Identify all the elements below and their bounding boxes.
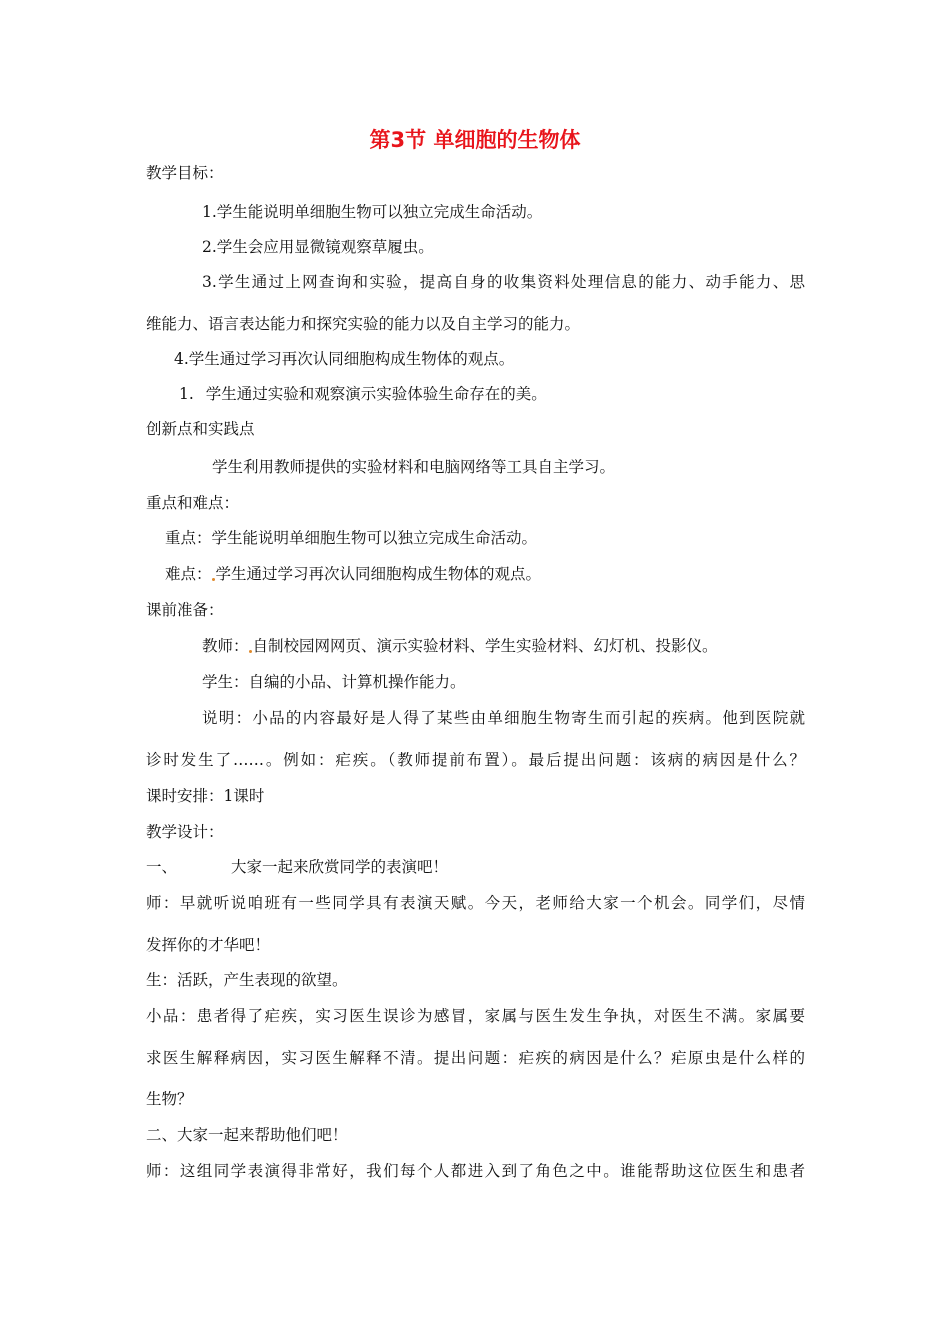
innovation-text: 学生利用教师提供的实验材料和电脑网络等工具自主学习。 xyxy=(212,458,616,476)
section-1-heading xyxy=(146,857,448,877)
difficult-point-label: 难点： xyxy=(165,565,212,583)
prep-note-line1: 说明：小品的内容最好是人得了某些由单细胞生物寄生而引起的疾病。他到医院就 xyxy=(202,709,805,727)
goals-heading: 教学目标： xyxy=(146,164,224,182)
section-1-title: 大家一起来欣赏同学的表演吧！ xyxy=(231,858,449,876)
key-point xyxy=(165,528,537,548)
section-1-number: 一、 xyxy=(146,858,178,876)
prep-heading: 课前准备： xyxy=(146,601,224,619)
innovation-heading: 创新点和实践点 xyxy=(146,420,255,438)
goal-5-text: 学生通过实验和观察演示实验体验生命存在的美。 xyxy=(205,385,547,403)
schedule: 课时安排：1课时 xyxy=(146,787,265,805)
skit-line-1: 小品：患者得了疟疾，实习医生误诊为感冒，家属与医生发生争执，对医生不满。家属要 xyxy=(146,1007,805,1025)
key-point-text: 学生能说明单细胞生物可以独立完成生命活动。 xyxy=(211,529,538,547)
mark-dot xyxy=(249,650,252,653)
page-title: 第3节 单细胞的生物体 xyxy=(369,128,581,152)
prep-note-line2: 诊时发生了……。例如：疟疾。（教师提前布置）。最后提出问题：该病的病因是什么？ xyxy=(146,751,805,769)
difficult-point xyxy=(165,564,541,584)
goal-1: 1.学生能说明单细胞生物可以独立完成生命活动。 xyxy=(202,203,543,221)
teacher-line-2: 发挥你的才华吧！ xyxy=(146,936,271,954)
skit-line-2: 求医生解释病因，实习医生解释不清。提出问题：疟疾的病因是什么？疟原虫是什么样的 xyxy=(146,1049,805,1067)
prep-teacher-text: 自制校园网网页、演示实验材料、学生实验材料、幻灯机、投影仪。 xyxy=(252,637,718,655)
goal-5-number: 1. xyxy=(179,385,194,403)
goal-3-line2: 维能力、语言表达能力和探究实验的能力以及自主学习的能力。 xyxy=(146,315,581,333)
goal-5 xyxy=(179,384,547,404)
key-heading: 重点和难点： xyxy=(146,494,240,512)
goal-2: 2.学生会应用显微镜观察草履虫。 xyxy=(202,238,434,256)
prep-student-text: 自编的小品、计算机操作能力。 xyxy=(248,673,466,691)
goal-4: 4.学生通过学习再次认同细胞构成生物体的观点。 xyxy=(174,350,515,368)
key-point-label: 重点： xyxy=(165,529,212,547)
mark-dot xyxy=(212,578,215,581)
difficult-point-text: 学生通过学习再次认同细胞构成生物体的观点。 xyxy=(215,565,542,583)
skit-line-3: 生物？ xyxy=(146,1090,193,1108)
prep-student xyxy=(202,672,466,692)
prep-teacher-label: 教师： xyxy=(202,637,249,655)
prep-student-label: 学生： xyxy=(202,673,249,691)
teacher-line-1: 师：早就听说咱班有一些同学具有表演天赋。今天，老师给大家一个机会。同学们，尽情 xyxy=(146,894,805,912)
design-heading: 教学设计： xyxy=(146,823,224,841)
goal-3-line1: 3.学生通过上网查询和实验，提高自身的收集资料处理信息的能力、动手能力、思 xyxy=(202,273,805,291)
section-2-heading: 二、大家一起来帮助他们吧！ xyxy=(146,1126,348,1144)
prep-teacher xyxy=(202,636,718,656)
student-response: 生：活跃，产生表现的欲望。 xyxy=(146,971,348,989)
teacher-line-3: 师：这组同学表演得非常好，我们每个人都进入到了角色之中。谁能帮助这位医生和患者 xyxy=(146,1162,805,1180)
